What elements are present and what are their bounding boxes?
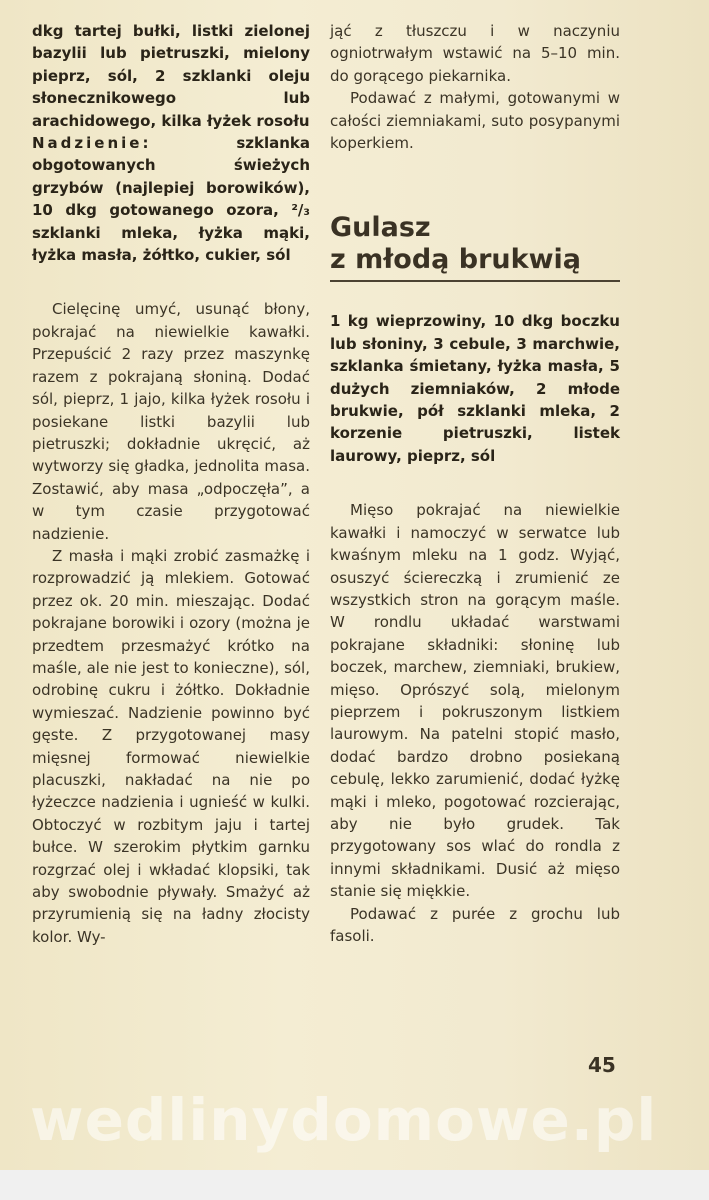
filling-label: Nadzienie:: [32, 134, 152, 153]
preparation-text-continued: [330, 20, 620, 154]
recipe-method: [330, 499, 620, 947]
filling-ingredients: [32, 132, 310, 266]
left-column: [32, 20, 310, 948]
recipe-ingredients: 1 kg wieprzowiny, 10 dkg boczku lub słoniny, 3 cebule, 3 marchwie, szklanka śmietany, łyżka masła, 5 dużych ziemniaków, 2 młode brukwie, pół szklanki mleka, 2 korzenie pietruszki, listek laurowy, pieprz, sól: [330, 312, 620, 465]
paragraph: Mięso pokrajać na niewielkie kawałki i namoczyć w serwatce lub kwaśnym mleku na 1 godz. Wyjąć, osuszyć ściereczką i zrumienić ze wszystkich stron na gorącym maśle. W rondlu układać warstwami pokrajane składniki: słoninę lub boczek, marchew, ziemniaki, brukiew, mięso. Oprószyć solą, mielonym pieprzem i pokruszonym listkiem laurowym. Na patelni stopić masło, dodać bardzo drobno posiekaną cebulę, lekko zarumienić, dodać łyżkę mąki i mleko, pogotować rozcierając, aby nie było grudek. Tak przygotowany sos wlać do rondla z innymi składnikami. Dusić aż mięso stanie się miękkie.: [330, 501, 620, 901]
ingredients-continued: dkg tartej bułki, listki zielonej bazylii lub pietruszki, mielony pieprz, sól, 2 szklanki oleju słonecznikowego lub arachidowego, kilka łyżek rosołu: [32, 22, 310, 130]
right-column: [330, 20, 620, 947]
paragraph: Z masła i mąki zrobić zasmażkę i rozprowadzić ją mlekiem. Gotować przez ok. 20 min. mieszając. Dodać pokrajane borowiki i ozory (można je przedtem przesmażyć krótko na maśle, ale nie jest to konieczne), sól, odrobinę cukru i żółtko. Dokładnie wymieszać. Nadzienie powinno być gęste. Z przygotowanej masy mięsnej formować niewielkie placuszki, nakładać na nie po łyżeczce nadzienia i ugnieść w kulki. Obtoczyć w rozbitym jaju i tartej bułce. W szerokim płytkim garnku rozgrzać olej i wkładać klopsiki, tak aby swobodnie pływały. Smażyć aż przyrumienią się na ładny złocisty kolor. Wy-: [32, 546, 310, 946]
filling-text: szklanka obgotowanych świeżych grzybów (najlepiej borowików), 10 dkg gotowanego ozora, ²/₃ szklanki mleka, łyżka mąki, łyżka masła, żółtko, cukier, sól: [32, 134, 310, 265]
title-line-1: Gulasz: [330, 212, 431, 244]
paragraph: Podawać z purée z grochu lub fasoli.: [330, 904, 620, 945]
watermark: wedlinydomowe.pl: [30, 1086, 658, 1154]
paragraph: Cielęcinę umyć, usunąć błony, pokrajać na niewielkie kawałki. Przepuścić 2 razy przez maszynkę razem z pokrajaną słoniną. Dodać sól, pieprz, 1 jajo, kilka łyżek rosołu i posiekane listki bazylii lub pietruszki; dokładnie ukręcić, aż wytworzy się gładka, jednolita masa. Zostawić, aby masa „odpoczęła”, a w tym czasie przygotować nadzienie.: [32, 300, 310, 543]
recipe-title: [330, 212, 620, 282]
title-line-2: z młodą brukwią: [330, 244, 582, 276]
page-number: 45: [588, 1053, 616, 1077]
bottom-margin: [0, 1170, 709, 1200]
paragraph: Podawać z małymi, gotowanymi w całości ziemniakami, suto posypanymi koperkiem.: [330, 89, 620, 153]
paragraph: jąć z tłuszczu i w naczyniu ogniotrwałym wstawić na 5–10 min. do gorącego piekarnika.: [330, 22, 620, 85]
preparation-text: [32, 298, 310, 948]
